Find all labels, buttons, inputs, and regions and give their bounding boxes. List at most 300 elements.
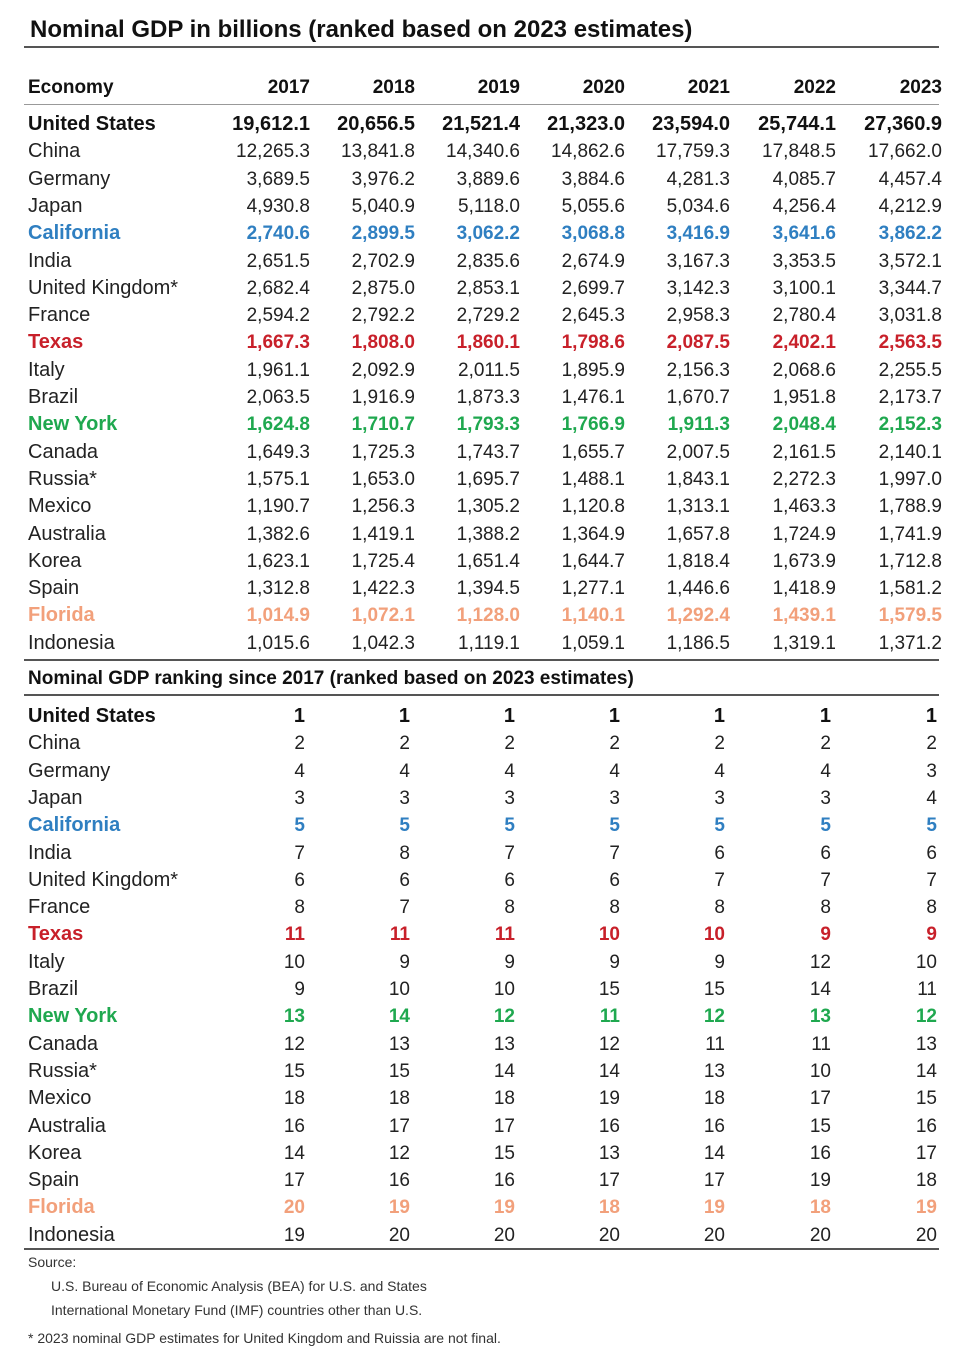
gdp-value-2019: 1,394.5 xyxy=(456,578,520,600)
gdp-value-2021: 1,446.6 xyxy=(666,578,730,600)
rank-value-2023: 5 xyxy=(926,815,937,837)
gdp-value-2019: 2,729.2 xyxy=(456,305,520,327)
gdp-value-2020: 1,655.7 xyxy=(561,441,625,463)
gdp-value-2023: 1,712.8 xyxy=(878,550,942,572)
rank-value-2018: 13 xyxy=(388,1033,410,1055)
rank-value-2021: 2 xyxy=(714,733,725,755)
gdp-value-2018: 2,792.2 xyxy=(351,305,415,327)
gdp-value-2020: 2,645.3 xyxy=(561,305,625,327)
rank-economy-name: Mexico xyxy=(28,1087,92,1110)
rank-value-2019: 7 xyxy=(504,842,515,864)
rank-value-2018: 3 xyxy=(399,787,410,809)
gdp-value-2019: 1,651.4 xyxy=(456,550,520,572)
gdp-value-2018: 2,092.9 xyxy=(351,359,415,381)
title-rule xyxy=(24,46,939,48)
gdp-value-2018: 1,072.1 xyxy=(351,605,415,627)
gdp-value-2022: 3,641.6 xyxy=(772,223,836,245)
gdp-row xyxy=(28,111,942,138)
year-header-2019: 2019 xyxy=(477,77,520,98)
rank-value-2023: 19 xyxy=(915,1197,937,1219)
gdp-value-2023: 2,173.7 xyxy=(878,387,942,408)
rank-economy-name: Italy xyxy=(28,950,65,973)
rank-value-2021: 16 xyxy=(703,1115,725,1137)
rank-value-2023: 12 xyxy=(915,1006,937,1028)
rank-row xyxy=(28,1140,937,1167)
gdp-value-2023: 4,457.4 xyxy=(878,168,942,190)
gdp-row xyxy=(28,248,942,275)
rank-value-2020: 20 xyxy=(598,1224,620,1246)
rank-value-2018: 11 xyxy=(389,924,410,946)
rank-value-2023: 16 xyxy=(915,1115,937,1137)
gdp-value-2021: 1,313.1 xyxy=(666,496,730,518)
gdp-value-2023: 3,031.8 xyxy=(878,305,942,327)
gdp-row xyxy=(28,493,942,520)
gdp-value-2017: 2,651.5 xyxy=(246,250,310,272)
gdp-value-2022: 2,780.4 xyxy=(772,305,836,327)
rank-value-2022: 4 xyxy=(820,760,831,782)
rank-value-2021: 17 xyxy=(703,1170,725,1192)
gdp-value-2021: 5,034.6 xyxy=(666,195,730,217)
rank-value-2021: 4 xyxy=(714,760,725,782)
rank-value-2022: 1 xyxy=(819,705,831,727)
rank-economy-name: California xyxy=(28,814,121,837)
gdp-value-2018: 1,725.3 xyxy=(351,441,415,463)
rank-value-2018: 10 xyxy=(388,979,410,1000)
rank-row xyxy=(28,1113,937,1140)
gdp-value-2022: 2,068.6 xyxy=(772,359,836,381)
rank-value-2022: 13 xyxy=(809,1006,831,1028)
rank-bottom-rule xyxy=(24,1248,939,1250)
rank-economy-name: United Kingdom* xyxy=(28,868,179,891)
rank-value-2022: 2 xyxy=(820,733,831,755)
rank-value-2017: 13 xyxy=(283,1006,305,1028)
rank-value-2019: 12 xyxy=(493,1006,515,1028)
rank-value-2023: 17 xyxy=(915,1142,937,1164)
gdp-value-2019: 1,860.1 xyxy=(456,332,520,354)
gdp-value-2017: 1,575.1 xyxy=(246,468,310,490)
rank-value-2019: 13 xyxy=(493,1033,515,1055)
rank-economy-name: Germany xyxy=(28,759,111,782)
gdp-value-2019: 1,743.7 xyxy=(456,441,520,463)
gdp-value-2023: 4,212.9 xyxy=(878,195,942,217)
rank-value-2020: 7 xyxy=(609,842,620,864)
rank-value-2021: 6 xyxy=(714,842,725,864)
gdp-economy-name: Germany xyxy=(28,167,111,190)
table-title: Nominal GDP in billions (ranked based on 2023 estimates) xyxy=(30,16,693,43)
rank-economy-name: Japan xyxy=(28,786,83,809)
rank-value-2017: 2 xyxy=(294,733,305,755)
gdp-value-2021: 23,594.0 xyxy=(652,113,730,135)
gdp-value-2023: 17,662.0 xyxy=(868,141,942,163)
rank-value-2018: 17 xyxy=(388,1115,410,1137)
rank-value-2017: 14 xyxy=(283,1142,305,1164)
rank-value-2020: 8 xyxy=(609,897,620,919)
gdp-economy-name: Korea xyxy=(28,549,82,572)
gdp-value-2022: 1,439.1 xyxy=(772,605,836,627)
year-header-2020: 2020 xyxy=(582,77,625,98)
gdp-economy-name: Australia xyxy=(28,522,106,545)
gdp-value-2020: 2,699.7 xyxy=(561,277,625,299)
gdp-value-2017: 1,623.1 xyxy=(246,550,310,572)
gdp-value-2019: 1,873.3 xyxy=(456,387,520,408)
rank-value-2017: 1 xyxy=(293,705,305,727)
gdp-value-2023: 1,581.2 xyxy=(878,578,942,600)
rank-value-2020: 2 xyxy=(609,733,620,755)
rank-economy-name: India xyxy=(28,841,72,864)
gdp-value-2022: 1,673.9 xyxy=(772,550,836,572)
rank-row xyxy=(28,976,937,1003)
gdp-value-2018: 1,042.3 xyxy=(351,632,415,654)
gdp-value-2021: 3,142.3 xyxy=(666,277,730,299)
footnote: * 2023 nominal GDP estimates for United Kingdom and Ruissia are not final. xyxy=(28,1330,501,1346)
rank-value-2019: 16 xyxy=(493,1170,515,1192)
rank-economy-name: Canada xyxy=(28,1032,99,1055)
year-header-2023: 2023 xyxy=(899,77,942,98)
rank-value-2022: 14 xyxy=(809,979,831,1000)
rank-economy-name: France xyxy=(28,896,91,919)
rank-value-2017: 17 xyxy=(283,1170,305,1192)
gdp-row xyxy=(28,329,942,356)
rank-value-2020: 11 xyxy=(599,1006,620,1028)
ranking-title-rule xyxy=(24,694,939,696)
gdp-value-2021: 2,156.3 xyxy=(666,359,730,381)
gdp-value-2019: 21,521.4 xyxy=(442,113,520,135)
rank-value-2018: 6 xyxy=(399,869,410,891)
gdp-value-2019: 1,695.7 xyxy=(456,468,520,490)
gdp-economy-name: Italy xyxy=(28,358,65,381)
rank-value-2020: 19 xyxy=(598,1088,620,1110)
gdp-value-2023: 3,344.7 xyxy=(878,277,942,299)
gdp-value-2020: 5,055.6 xyxy=(561,195,625,217)
rank-value-2021: 7 xyxy=(714,869,725,891)
rank-value-2019: 9 xyxy=(504,951,515,973)
rank-value-2020: 12 xyxy=(598,1033,620,1055)
rank-value-2020: 14 xyxy=(598,1060,620,1082)
rank-value-2020: 3 xyxy=(609,787,620,809)
rank-value-2019: 3 xyxy=(504,787,515,809)
gdp-row xyxy=(28,220,942,247)
rank-value-2021: 18 xyxy=(703,1088,725,1110)
rank-row xyxy=(28,1003,937,1030)
rank-value-2019: 15 xyxy=(493,1142,515,1164)
rank-value-2023: 9 xyxy=(926,924,937,946)
rank-value-2023: 6 xyxy=(926,842,937,864)
rank-value-2023: 11 xyxy=(917,979,937,1000)
rank-value-2021: 3 xyxy=(714,787,725,809)
gdp-value-2021: 1,657.8 xyxy=(666,523,730,545)
rank-value-2021: 14 xyxy=(703,1142,725,1164)
rank-row xyxy=(28,703,937,730)
gdp-value-2020: 1,059.1 xyxy=(561,632,625,654)
gdp-value-2018: 1,422.3 xyxy=(351,578,415,600)
gdp-row xyxy=(28,630,942,657)
gdp-value-2019: 1,119.1 xyxy=(458,632,520,654)
rank-value-2023: 20 xyxy=(915,1224,937,1246)
rank-row xyxy=(28,812,937,839)
rank-value-2018: 8 xyxy=(399,842,410,864)
gdp-value-2020: 1,644.7 xyxy=(561,550,625,572)
rank-value-2017: 7 xyxy=(294,842,305,864)
gdp-value-2020: 1,766.9 xyxy=(561,414,625,436)
gdp-value-2017: 2,682.4 xyxy=(246,277,310,299)
rank-value-2020: 4 xyxy=(609,760,620,782)
gdp-economy-name: Brazil xyxy=(28,386,79,408)
rank-value-2022: 11 xyxy=(811,1033,831,1055)
gdp-value-2021: 2,087.5 xyxy=(666,332,730,354)
rank-value-2018: 14 xyxy=(388,1006,410,1028)
gdp-value-2020: 14,862.6 xyxy=(551,141,625,163)
gdp-value-2019: 3,889.6 xyxy=(456,168,520,190)
rank-value-2021: 20 xyxy=(703,1224,725,1246)
rank-row xyxy=(28,1167,937,1194)
gdp-value-2020: 3,884.6 xyxy=(561,168,625,190)
rank-value-2022: 10 xyxy=(809,1060,831,1082)
gdp-value-2017: 1,014.9 xyxy=(246,605,310,627)
rank-value-2019: 8 xyxy=(504,897,515,919)
gdp-economy-name: Canada xyxy=(28,440,99,463)
rank-value-2019: 2 xyxy=(504,733,515,755)
gdp-economy-name: Florida xyxy=(28,604,95,627)
rank-row xyxy=(28,1031,937,1058)
rank-row xyxy=(28,785,937,812)
gdp-economy-name: Texas xyxy=(28,331,84,354)
rank-value-2020: 18 xyxy=(598,1197,620,1219)
rank-value-2017: 4 xyxy=(294,760,305,782)
gdp-value-2017: 1,649.3 xyxy=(246,441,310,463)
gdp-economy-name: New York xyxy=(28,413,118,436)
gdp-value-2020: 1,140.1 xyxy=(561,605,625,627)
rank-value-2022: 20 xyxy=(809,1224,831,1246)
rank-economy-name: China xyxy=(28,732,81,755)
gdp-value-2017: 1,015.6 xyxy=(246,632,310,654)
gdp-value-2019: 1,388.2 xyxy=(456,523,520,545)
gdp-value-2018: 13,841.8 xyxy=(341,141,415,163)
rank-value-2019: 1 xyxy=(503,705,515,727)
rank-row xyxy=(28,758,937,785)
gdp-value-2020: 21,323.0 xyxy=(547,113,625,135)
gdp-row xyxy=(28,439,942,466)
rank-value-2020: 10 xyxy=(598,924,620,946)
gdp-economy-name: United Kingdom* xyxy=(28,276,179,299)
gdp-value-2022: 4,256.4 xyxy=(772,195,836,217)
gdp-value-2018: 1,808.0 xyxy=(351,332,415,354)
rank-value-2018: 4 xyxy=(399,760,410,782)
gdp-row xyxy=(28,357,942,384)
gdp-value-2019: 3,062.2 xyxy=(456,223,520,245)
gdp-value-2021: 3,416.9 xyxy=(666,223,730,245)
rank-value-2018: 12 xyxy=(388,1142,410,1164)
rank-value-2021: 19 xyxy=(703,1197,725,1219)
gdp-value-2018: 1,653.0 xyxy=(351,468,415,490)
gdp-value-2022: 2,272.3 xyxy=(772,468,836,490)
gdp-value-2023: 1,788.9 xyxy=(878,496,942,518)
gdp-row xyxy=(28,193,942,220)
gdp-value-2018: 3,976.2 xyxy=(351,168,415,190)
rank-value-2017: 12 xyxy=(283,1033,305,1055)
gdp-value-2018: 2,875.0 xyxy=(351,277,415,299)
rank-value-2017: 3 xyxy=(294,787,305,809)
rank-row xyxy=(28,867,937,894)
rank-value-2018: 7 xyxy=(399,897,410,919)
rank-value-2020: 15 xyxy=(598,979,620,1000)
gdp-value-2021: 3,167.3 xyxy=(666,250,730,272)
gdp-value-2018: 1,916.9 xyxy=(351,387,415,408)
gdp-row xyxy=(28,548,942,575)
gdp-value-2023: 2,563.5 xyxy=(878,332,942,354)
rank-value-2020: 5 xyxy=(609,815,620,837)
gdp-value-2021: 2,958.3 xyxy=(666,305,730,327)
rank-economy-name: Australia xyxy=(28,1114,106,1137)
gdp-value-2020: 1,476.1 xyxy=(561,387,625,408)
rank-value-2021: 1 xyxy=(713,705,725,727)
gdp-value-2021: 1,292.4 xyxy=(666,605,730,627)
rank-value-2020: 1 xyxy=(608,705,620,727)
rank-value-2019: 17 xyxy=(493,1115,515,1137)
gdp-row xyxy=(28,166,942,193)
rank-value-2017: 15 xyxy=(283,1060,305,1082)
rank-value-2021: 11 xyxy=(705,1033,725,1055)
gdp-value-2022: 3,353.5 xyxy=(772,250,836,272)
gdp-economy-name: United States xyxy=(28,113,156,135)
gdp-value-2022: 4,085.7 xyxy=(772,168,836,190)
rank-value-2022: 6 xyxy=(820,842,831,864)
rank-value-2023: 7 xyxy=(926,869,937,891)
gdp-value-2023: 3,572.1 xyxy=(878,250,942,272)
gdp-value-2023: 1,741.9 xyxy=(878,523,942,545)
rank-value-2023: 2 xyxy=(926,733,937,755)
gdp-value-2020: 1,277.1 xyxy=(561,578,625,600)
gdp-value-2022: 1,951.8 xyxy=(772,387,836,408)
gdp-value-2021: 4,281.3 xyxy=(666,168,730,190)
gdp-value-2018: 5,040.9 xyxy=(351,195,415,217)
gdp-value-2017: 1,312.8 xyxy=(246,578,310,600)
ranking-title: Nominal GDP ranking since 2017 (ranked based on 2023 estimates) xyxy=(28,668,634,689)
gdp-row xyxy=(28,575,942,602)
gdp-value-2019: 1,128.0 xyxy=(456,605,520,627)
rank-value-2017: 6 xyxy=(294,869,305,891)
gdp-economy-name: Japan xyxy=(28,194,83,217)
gdp-value-2018: 1,725.4 xyxy=(351,550,415,572)
rank-value-2022: 17 xyxy=(809,1088,831,1110)
rank-value-2022: 5 xyxy=(820,815,831,837)
rank-value-2019: 20 xyxy=(493,1224,515,1246)
gdp-value-2023: 1,579.5 xyxy=(878,605,942,627)
rank-value-2019: 14 xyxy=(493,1060,515,1082)
gdp-value-2018: 2,899.5 xyxy=(351,223,415,245)
rank-value-2019: 18 xyxy=(493,1088,515,1110)
gdp-value-2021: 1,818.4 xyxy=(666,550,730,572)
gdp-economy-name: China xyxy=(28,140,81,163)
economy-header: Economy xyxy=(28,77,114,98)
gdp-value-2019: 2,835.6 xyxy=(456,250,520,272)
rank-value-2023: 3 xyxy=(926,760,937,782)
rank-value-2019: 4 xyxy=(504,760,515,782)
rank-value-2021: 13 xyxy=(703,1060,725,1082)
gdp-row xyxy=(28,411,942,438)
year-header-2022: 2022 xyxy=(793,77,836,98)
rank-value-2020: 13 xyxy=(598,1142,620,1164)
gdp-value-2022: 1,418.9 xyxy=(772,578,836,600)
gdp-row xyxy=(28,384,942,411)
rank-economy-name: New York xyxy=(28,1005,118,1028)
rank-value-2021: 8 xyxy=(714,897,725,919)
rank-value-2018: 19 xyxy=(388,1197,410,1219)
header-row xyxy=(28,74,942,101)
source-line-bea: U.S. Bureau of Economic Analysis (BEA) for U.S. and States xyxy=(51,1278,427,1294)
gdp-value-2018: 2,702.9 xyxy=(351,250,415,272)
gdp-value-2021: 2,007.5 xyxy=(666,441,730,463)
rank-row xyxy=(28,1085,937,1112)
rank-value-2022: 15 xyxy=(809,1115,831,1137)
gdp-value-2019: 5,118.0 xyxy=(458,195,520,217)
gdp-value-2017: 4,930.8 xyxy=(246,195,310,217)
rank-value-2019: 5 xyxy=(504,815,515,837)
gdp-row xyxy=(28,138,942,165)
rank-value-2017: 19 xyxy=(283,1224,305,1246)
rank-row xyxy=(28,1222,937,1249)
gdp-row xyxy=(28,275,942,302)
rank-value-2023: 15 xyxy=(915,1088,937,1110)
rank-value-2019: 19 xyxy=(493,1197,515,1219)
gdp-economy-name: Russia* xyxy=(28,467,97,490)
gdp-value-2018: 1,419.1 xyxy=(351,523,415,545)
gdp-value-2020: 1,895.9 xyxy=(561,359,625,381)
rank-value-2023: 8 xyxy=(926,897,937,919)
rank-economy-name: Spain xyxy=(28,1169,80,1192)
gdp-value-2017: 2,740.6 xyxy=(246,223,310,245)
gdp-row xyxy=(28,602,942,629)
gdp-value-2017: 2,063.5 xyxy=(246,387,310,408)
rank-economy-name: Texas xyxy=(28,923,84,946)
gdp-value-2019: 1,305.2 xyxy=(456,496,520,518)
rank-value-2018: 2 xyxy=(399,733,410,755)
gdp-row xyxy=(28,521,942,548)
rank-value-2023: 10 xyxy=(915,951,937,973)
source-line-imf: International Monetary Fund (IMF) countries other than U.S. xyxy=(51,1302,423,1318)
gdp-value-2017: 1,667.3 xyxy=(246,332,310,354)
gdp-bottom-rule xyxy=(24,659,939,661)
gdp-value-2022: 1,724.9 xyxy=(772,523,836,545)
gdp-economy-name: France xyxy=(28,304,91,327)
year-header-2017: 2017 xyxy=(267,77,310,98)
year-header-2021: 2021 xyxy=(687,77,730,98)
rank-value-2018: 16 xyxy=(388,1170,410,1192)
rank-row xyxy=(28,730,937,757)
gdp-value-2017: 12,265.3 xyxy=(236,141,310,163)
rank-value-2020: 16 xyxy=(598,1115,620,1137)
rank-row xyxy=(28,1194,937,1221)
gdp-economy-name: California xyxy=(28,222,121,245)
gdp-value-2022: 2,161.5 xyxy=(772,441,836,463)
rank-economy-name: Florida xyxy=(28,1196,95,1219)
gdp-value-2020: 1,120.8 xyxy=(561,496,625,518)
rank-value-2018: 18 xyxy=(388,1088,410,1110)
rank-value-2018: 1 xyxy=(398,705,410,727)
gdp-value-2022: 2,402.1 xyxy=(772,332,836,354)
rank-value-2017: 5 xyxy=(294,815,305,837)
rank-value-2023: 18 xyxy=(915,1170,937,1192)
gdp-value-2021: 1,670.7 xyxy=(666,387,730,408)
rank-value-2023: 4 xyxy=(926,787,937,809)
rank-value-2022: 8 xyxy=(820,897,831,919)
rank-value-2019: 11 xyxy=(494,924,515,946)
rank-value-2021: 10 xyxy=(703,924,725,946)
gdp-value-2021: 1,186.5 xyxy=(666,632,730,654)
rank-value-2017: 10 xyxy=(283,951,305,973)
gdp-value-2022: 2,048.4 xyxy=(772,414,836,436)
rank-economy-name: Russia* xyxy=(28,1059,97,1082)
rank-value-2017: 18 xyxy=(283,1088,305,1110)
